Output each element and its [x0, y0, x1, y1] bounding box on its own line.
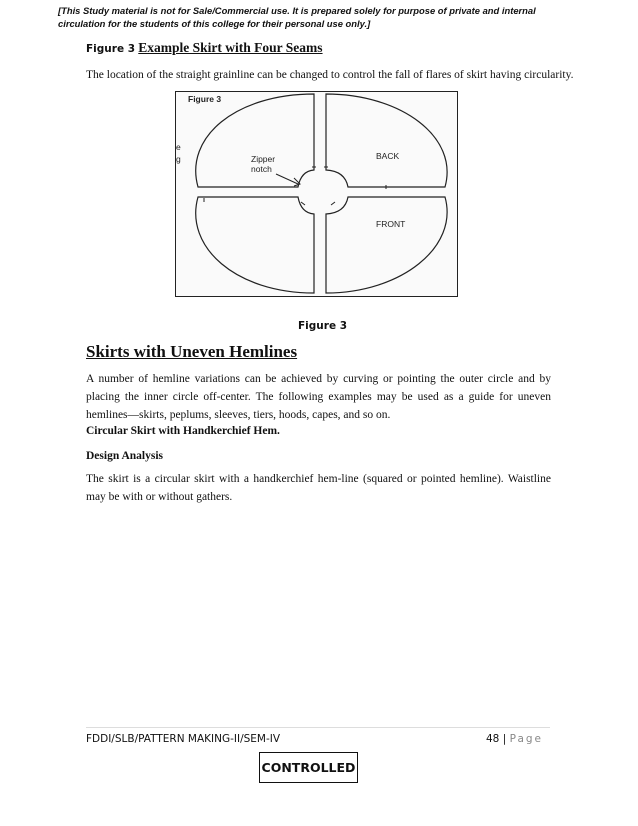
- front-right-panel: [326, 197, 447, 293]
- figure-heading-title: Example Skirt with Four Seams: [138, 40, 323, 55]
- grainline-paragraph: The location of the straight grainline can be changed to control the fall of flares of skirt having circularity.: [86, 69, 574, 81]
- disclaimer-header: [This Study material is not for Sale/Commercial use. It is prepared solely for purpose of private and internal circulation for the students of this college for their personal use only.]: [58, 5, 536, 29]
- design-analysis-paragraph: The skirt is a circular skirt with a handkerchief hem-line (squared or pointed hemline). Waistline may be with or without gathers.: [86, 473, 551, 503]
- section-title: Skirts with Uneven Hemlines: [86, 342, 298, 361]
- controlled-stamp: CONTROLLED: [259, 752, 358, 783]
- uneven-hemlines-paragraph: A number of hemline variations can be achieved by curving or pointing the outer circle and by placing the inner circle off-center. The following examples may be used as a guide for uneven hemlines—skirts, peplums, sleeves, tiers, hoods, capes, and so on.: [86, 373, 551, 421]
- handkerchief-subhead: Circular Skirt with Handkerchief Hem.: [86, 425, 280, 437]
- figure-label: Figure 3: [188, 94, 222, 104]
- footer-page: [486, 733, 543, 745]
- skirt-pattern-drawing: [176, 92, 459, 298]
- design-analysis-subhead: Design Analysis: [86, 450, 164, 462]
- footer-divider: [86, 727, 550, 728]
- front-left-panel: [196, 197, 314, 293]
- page-word: Page: [509, 733, 544, 745]
- figure-heading: [86, 40, 323, 56]
- page-separator: |: [499, 733, 510, 745]
- edge-text-g: g: [176, 154, 181, 164]
- edge-text-e: e: [176, 142, 181, 152]
- back-right-panel: [326, 94, 447, 187]
- back-label: BACK: [376, 151, 400, 161]
- notch-bl: [301, 202, 305, 205]
- page-number: 48: [486, 733, 500, 745]
- figure-caption: Figure 3: [298, 320, 348, 332]
- zipper-label-line1: Zipper: [251, 154, 276, 164]
- notch-br: [331, 202, 335, 205]
- skirt-pattern-figure: [175, 91, 458, 297]
- front-label: FRONT: [376, 219, 406, 229]
- footer-course-code: FDDI/SLB/PATTERN MAKING-II/SEM-IV: [86, 733, 281, 745]
- zipper-label-line2: notch: [251, 164, 272, 174]
- figure-heading-label: Figure 3: [86, 43, 136, 55]
